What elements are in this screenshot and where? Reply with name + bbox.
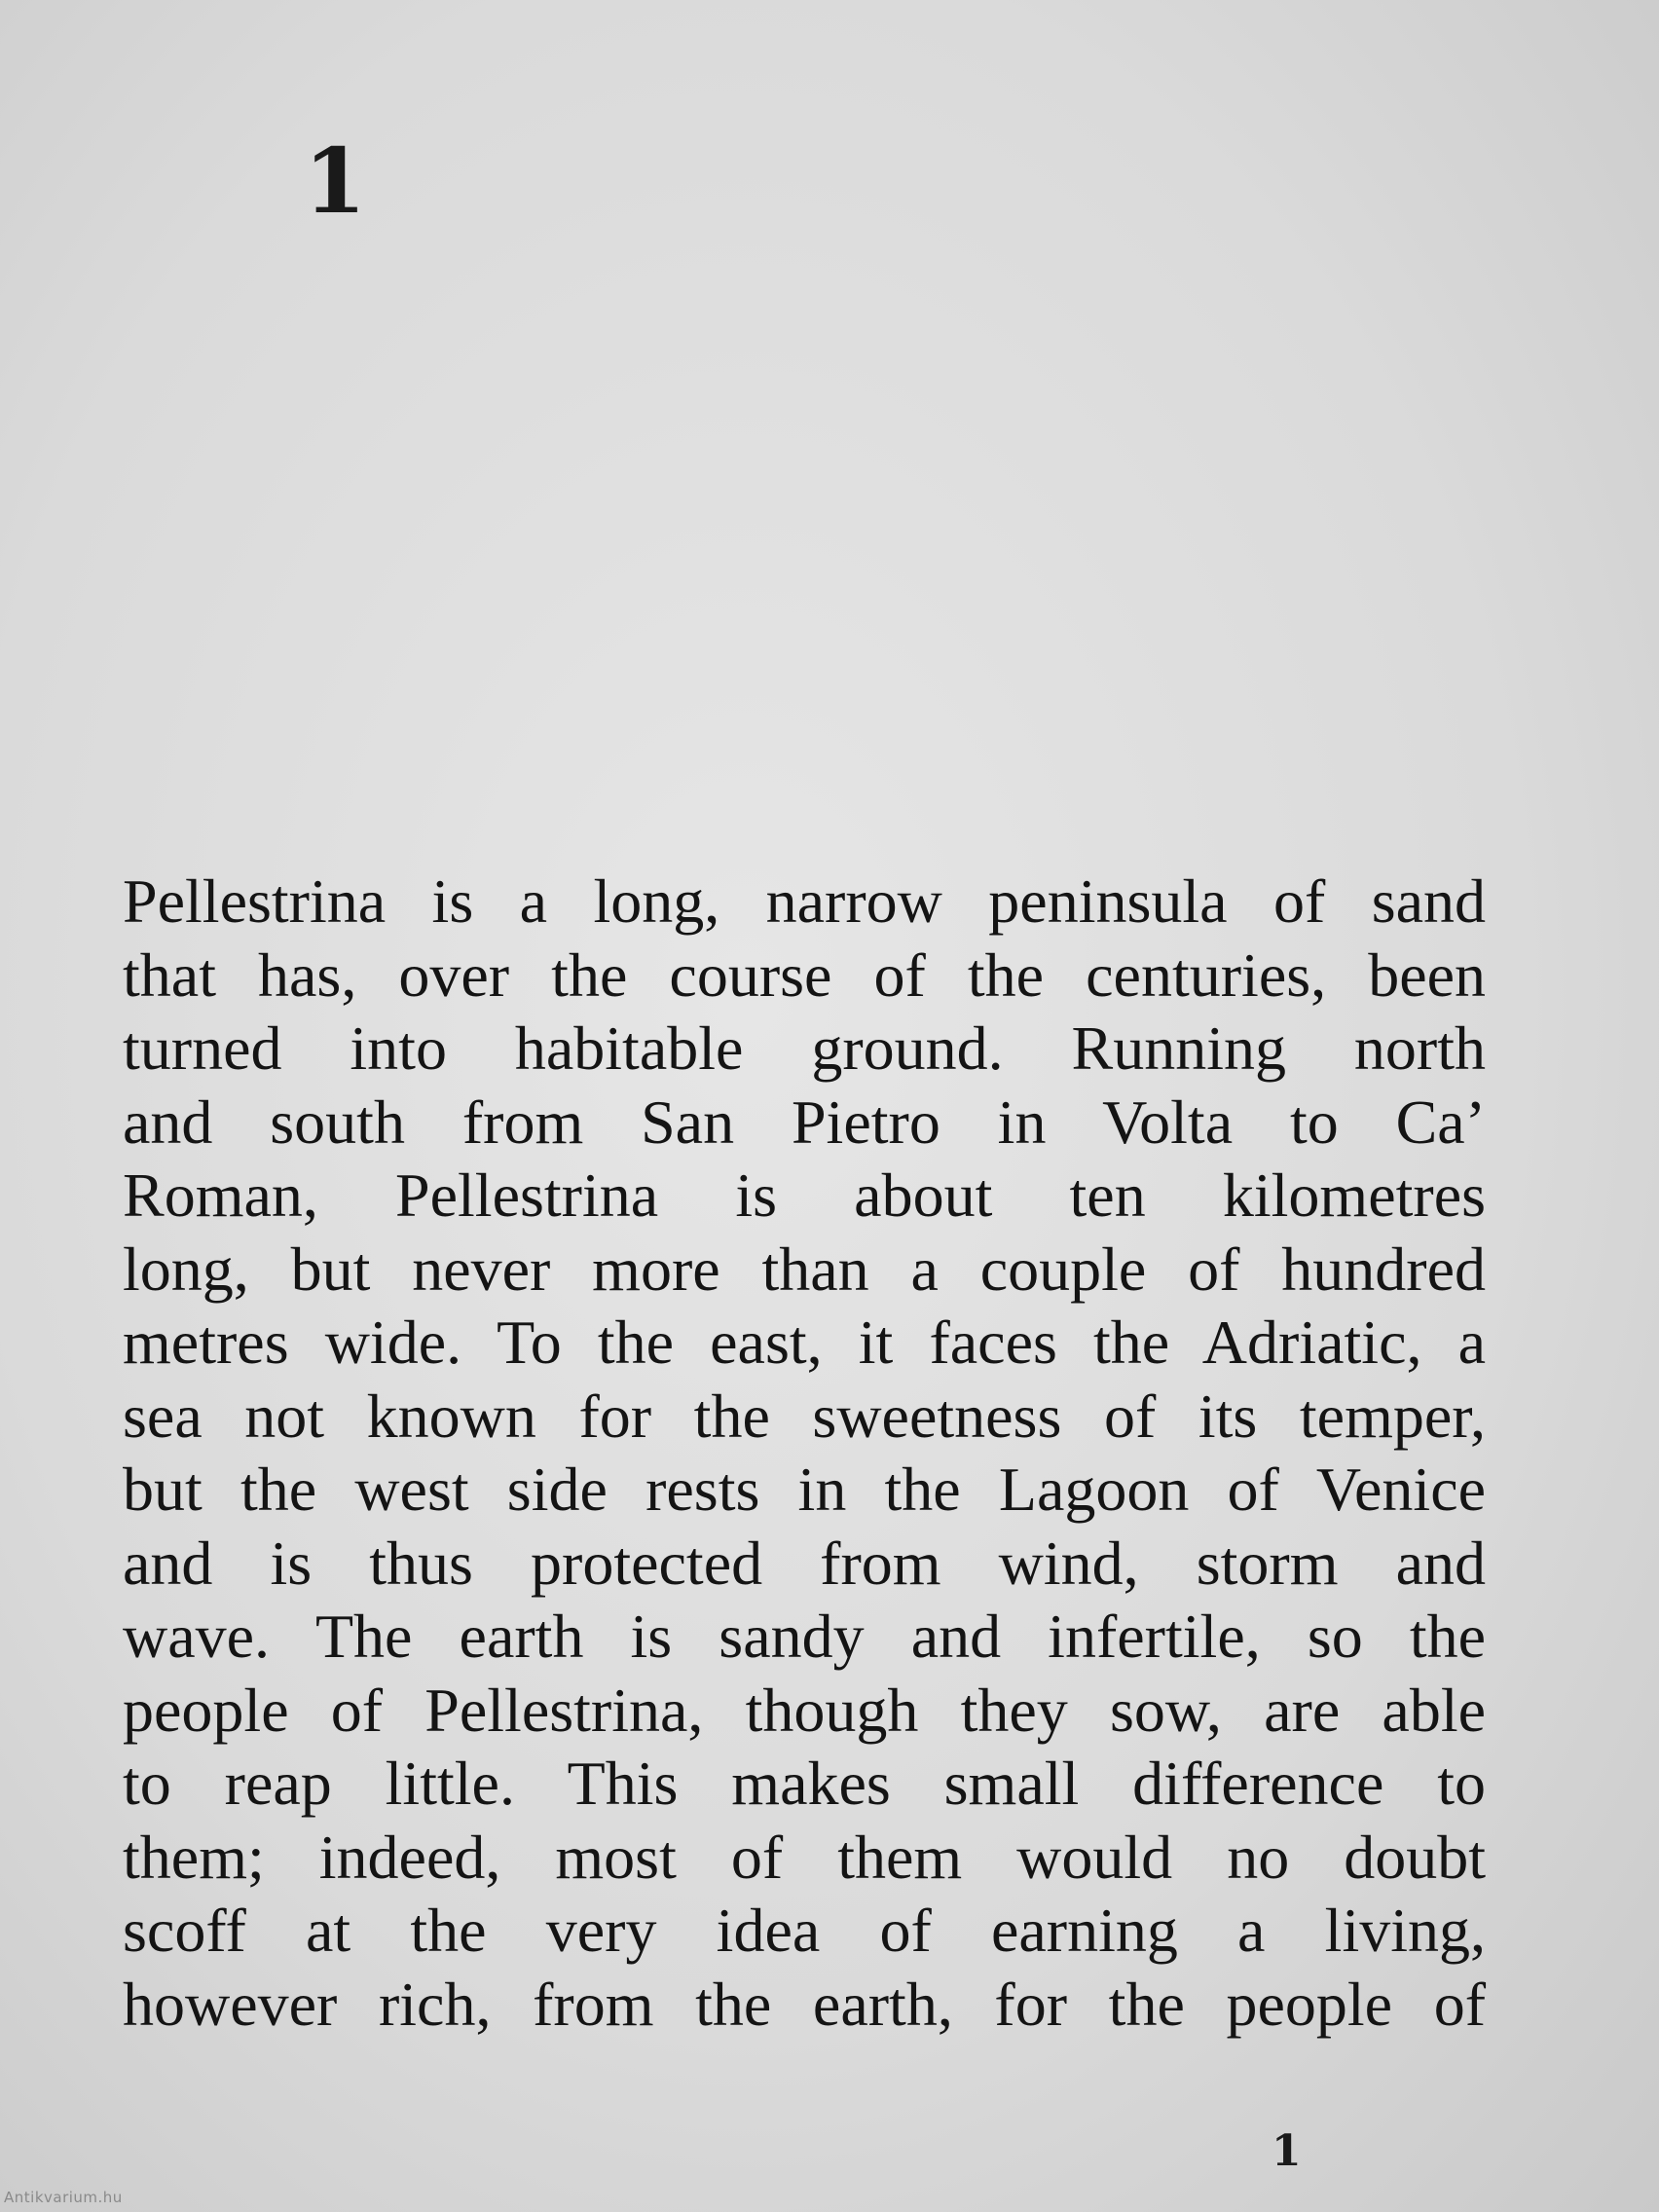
text-line: Pellestrina is a long, narrow peninsula of sand [123, 866, 1486, 936]
text-line: them; indeed, most of them would no doubt [123, 1822, 1486, 1892]
body-paragraph [123, 865, 1486, 2041]
text-line: and south from San Pietro in Volta to Ca’ [123, 1087, 1486, 1157]
text-line: and is thus protected from wind, storm and [123, 1528, 1486, 1598]
text-line: sea not known for the sweetness of its temper, [123, 1381, 1486, 1451]
text-line: Roman, Pellestrina is about ten kilometres [123, 1161, 1486, 1230]
text-line: however rich, from the earth, for the people of [123, 1969, 1486, 2039]
page-number: 1 [1272, 2126, 1302, 2176]
text-line: that has, over the course of the centuries, been [123, 940, 1486, 1010]
text-line: metres wide. To the east, it faces the Adriatic, a [123, 1308, 1486, 1377]
watermark: Antikvarium.hu [4, 2189, 123, 2206]
text-line: to reap little. This makes small difference to [123, 1749, 1486, 1818]
text-line: turned into habitable ground. Running north [123, 1014, 1486, 1083]
text-line: but the west side rests in the Lagoon of Venice [123, 1455, 1486, 1524]
text-line: scoff at the very idea of earning a living, [123, 1896, 1486, 1965]
text-line: people of Pellestrina, though they sow, are able [123, 1675, 1486, 1745]
chapter-number: 1 [304, 129, 367, 234]
text-line: wave. The earth is sandy and infertile, so the [123, 1602, 1486, 1671]
text-line: long, but never more than a couple of hundred [123, 1234, 1486, 1304]
